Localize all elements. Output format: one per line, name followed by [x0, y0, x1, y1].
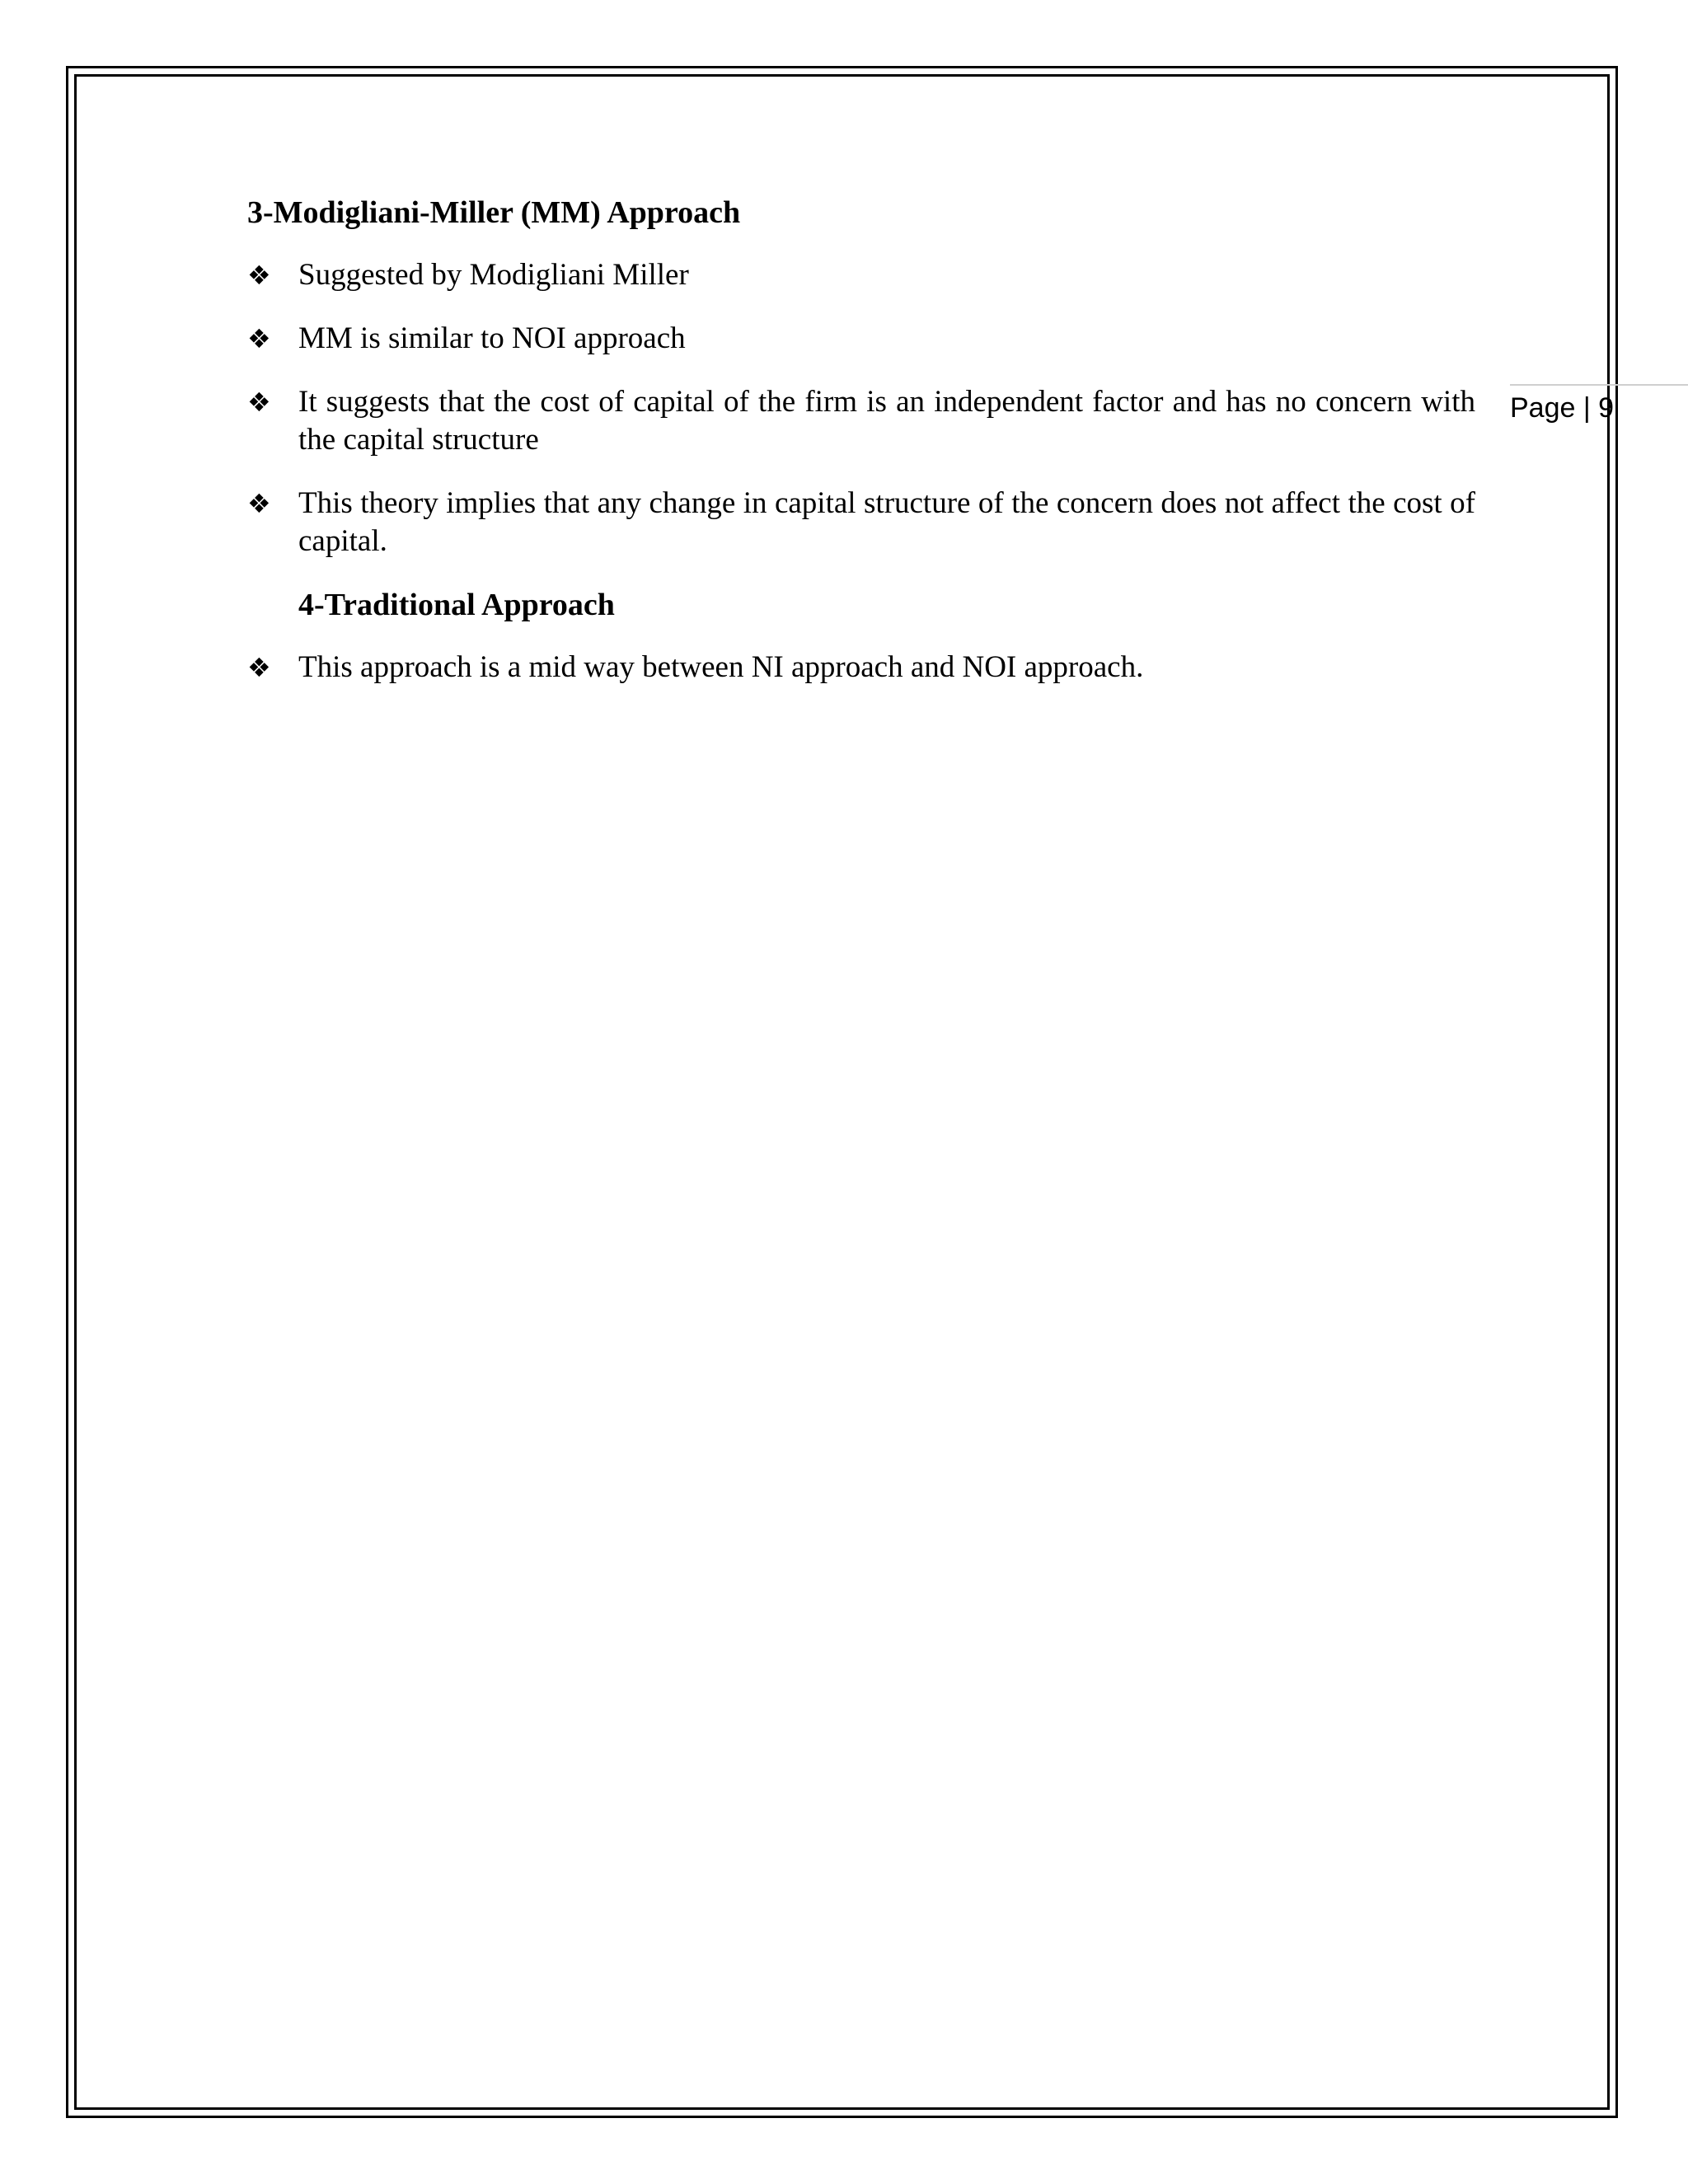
page-number: Page | 9 [1510, 392, 1615, 424]
list-item-text: Suggested by Modigliani Miller [298, 258, 689, 292]
list-item-text: This theory implies that any change in capital structure of the concern does not affect the cost of capital. [298, 486, 1475, 558]
section-heading-mm-approach: 3-Modigliani-Miller (MM) Approach [247, 195, 741, 230]
diamond-bullet-icon: ❖ [247, 488, 271, 519]
list-item [247, 256, 1475, 294]
list-item [247, 485, 1475, 560]
document-body [247, 194, 1475, 712]
list-item [247, 383, 1475, 459]
diamond-bullet-icon: ❖ [247, 323, 271, 354]
page-number-rule [1510, 384, 1688, 386]
section-heading-traditional-approach: 4-Traditional Approach [298, 588, 615, 622]
list-item-text: It suggests that the cost of capital of the firm is an independent factor and has no concern with the capital structure [298, 385, 1475, 457]
diamond-bullet-icon: ❖ [247, 652, 271, 683]
list-item [247, 320, 1475, 358]
diamond-bullet-icon: ❖ [247, 260, 271, 291]
diamond-bullet-icon: ❖ [247, 387, 271, 418]
list-item-text: MM is similar to NOI approach [298, 321, 686, 355]
list-item [247, 649, 1475, 687]
list-item-text: This approach is a mid way between NI approach and NOI approach. [298, 650, 1144, 684]
